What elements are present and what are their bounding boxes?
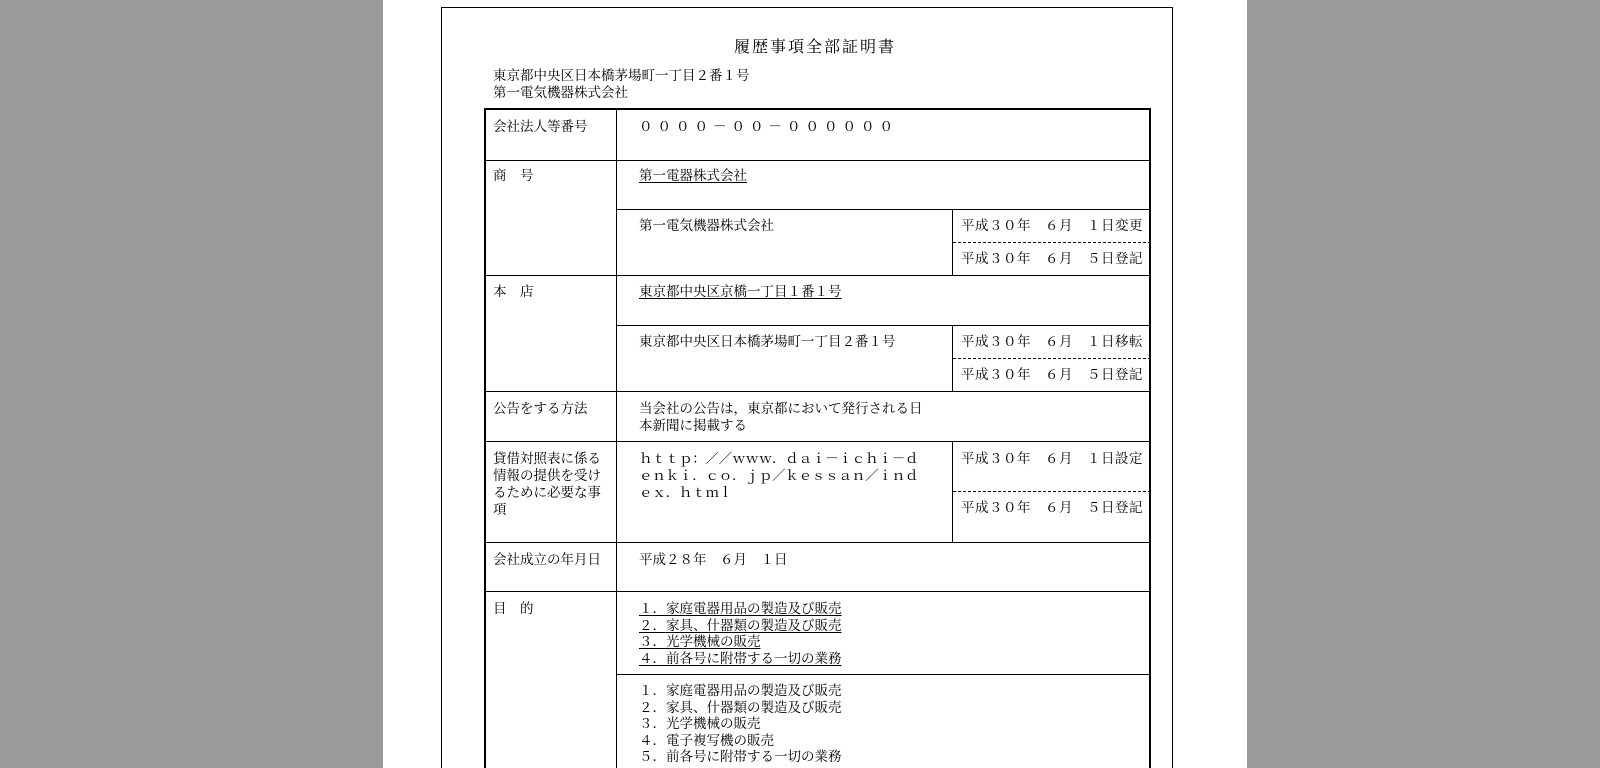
date-dash-divider	[953, 242, 1151, 243]
purpose-new-item: ２．家具、什器類の製造及び販売	[639, 700, 842, 716]
date-dash-divider	[953, 491, 1151, 492]
balance-sheet-set-date: 平成３０年 ６月 １日設定	[961, 451, 1143, 467]
balance-sheet-url-line-1: ｈｔｔｐ：／／ｗｗｗ．ｄａｉ－ｉｃｈｉ－ｄ	[639, 451, 919, 467]
corp-number-label: 会社法人等番号	[493, 119, 588, 135]
public-notice-line-2: 本新聞に掲載する	[639, 418, 747, 434]
document-page	[383, 0, 1247, 768]
balance-sheet-label-line-1: 貸借対照表に係る	[493, 451, 601, 467]
balance-sheet-url-line-3: ｅｘ．ｈｔｍｌ	[639, 485, 733, 501]
trade-name-old-value: 第一電器株式会社	[639, 168, 747, 184]
purpose-old-item: ４．前各号に附帯する一切の業務	[639, 651, 842, 667]
purpose-new-item: ５．前各号に附帯する一切の業務	[639, 749, 842, 765]
row-separator	[484, 160, 1151, 161]
document-title: 履歴事項全部証明書	[733, 37, 896, 56]
corp-number-value: ００００－００－００００００	[639, 119, 898, 135]
sub-row-separator	[616, 674, 1151, 675]
public-notice-line-1: 当会社の公告は，東京都において発行される日	[639, 401, 923, 417]
row-separator	[484, 391, 1151, 392]
trade-name-change-date: 平成３０年 ６月 １日変更	[961, 218, 1143, 234]
registry-table	[484, 108, 1151, 768]
balance-sheet-label-line-4: 項	[493, 502, 507, 518]
purpose-label: 目 的	[493, 601, 534, 617]
trade-name-registered-date: 平成３０年 ６月 ５日登記	[961, 251, 1143, 267]
header-address: 東京都中央区日本橋茅場町一丁目２番１号	[493, 68, 750, 84]
balance-sheet-url-line-2: ｅｎｋｉ．ｃｏ．ｊｐ／ｋｅｓｓａｎ／ｉｎｄ	[639, 468, 919, 484]
sub-row-separator	[616, 325, 1151, 326]
head-office-change-date: 平成３０年 ６月 １日移転	[961, 334, 1143, 350]
purpose-new-item: １．家庭電器用品の製造及び販売	[639, 683, 842, 699]
row-separator	[484, 275, 1151, 276]
sub-row-separator	[616, 209, 1151, 210]
established-value: 平成２８年 ６月 １日	[639, 552, 788, 568]
header-company-name: 第一電気機器株式会社	[493, 85, 628, 101]
row-separator	[484, 441, 1151, 442]
balance-sheet-label-line-3: るために必要な事	[493, 485, 601, 501]
purpose-old-item: １．家庭電器用品の製造及び販売	[639, 601, 842, 617]
row-separator	[484, 591, 1151, 592]
head-office-registered-date: 平成３０年 ６月 ５日登記	[961, 367, 1143, 383]
head-office-old-value: 東京都中央区京橋一丁目１番１号	[639, 284, 842, 300]
balance-sheet-registered-date: 平成３０年 ６月 ５日登記	[961, 500, 1143, 516]
purpose-old-item: ２．家具、什器類の製造及び販売	[639, 618, 842, 634]
established-label: 会社成立の年月日	[493, 552, 601, 568]
head-office-label: 本 店	[493, 284, 534, 300]
trade-name-new-value: 第一電気機器株式会社	[639, 218, 774, 234]
purpose-old-item: ３．光学機械の販売	[639, 634, 761, 650]
purpose-new-item: ４．電子複写機の販売	[639, 733, 774, 749]
row-separator	[484, 542, 1151, 543]
balance-sheet-label-line-2: 情報の提供を受け	[493, 468, 601, 484]
purpose-new-item: ３．光学機械の販売	[639, 716, 761, 732]
trade-name-label: 商 号	[493, 168, 534, 184]
date-dash-divider	[953, 358, 1151, 359]
public-notice-label: 公告をする方法	[493, 401, 588, 417]
label-column-divider	[616, 108, 617, 768]
head-office-new-value: 東京都中央区日本橋茅場町一丁目２番１号	[639, 334, 896, 350]
